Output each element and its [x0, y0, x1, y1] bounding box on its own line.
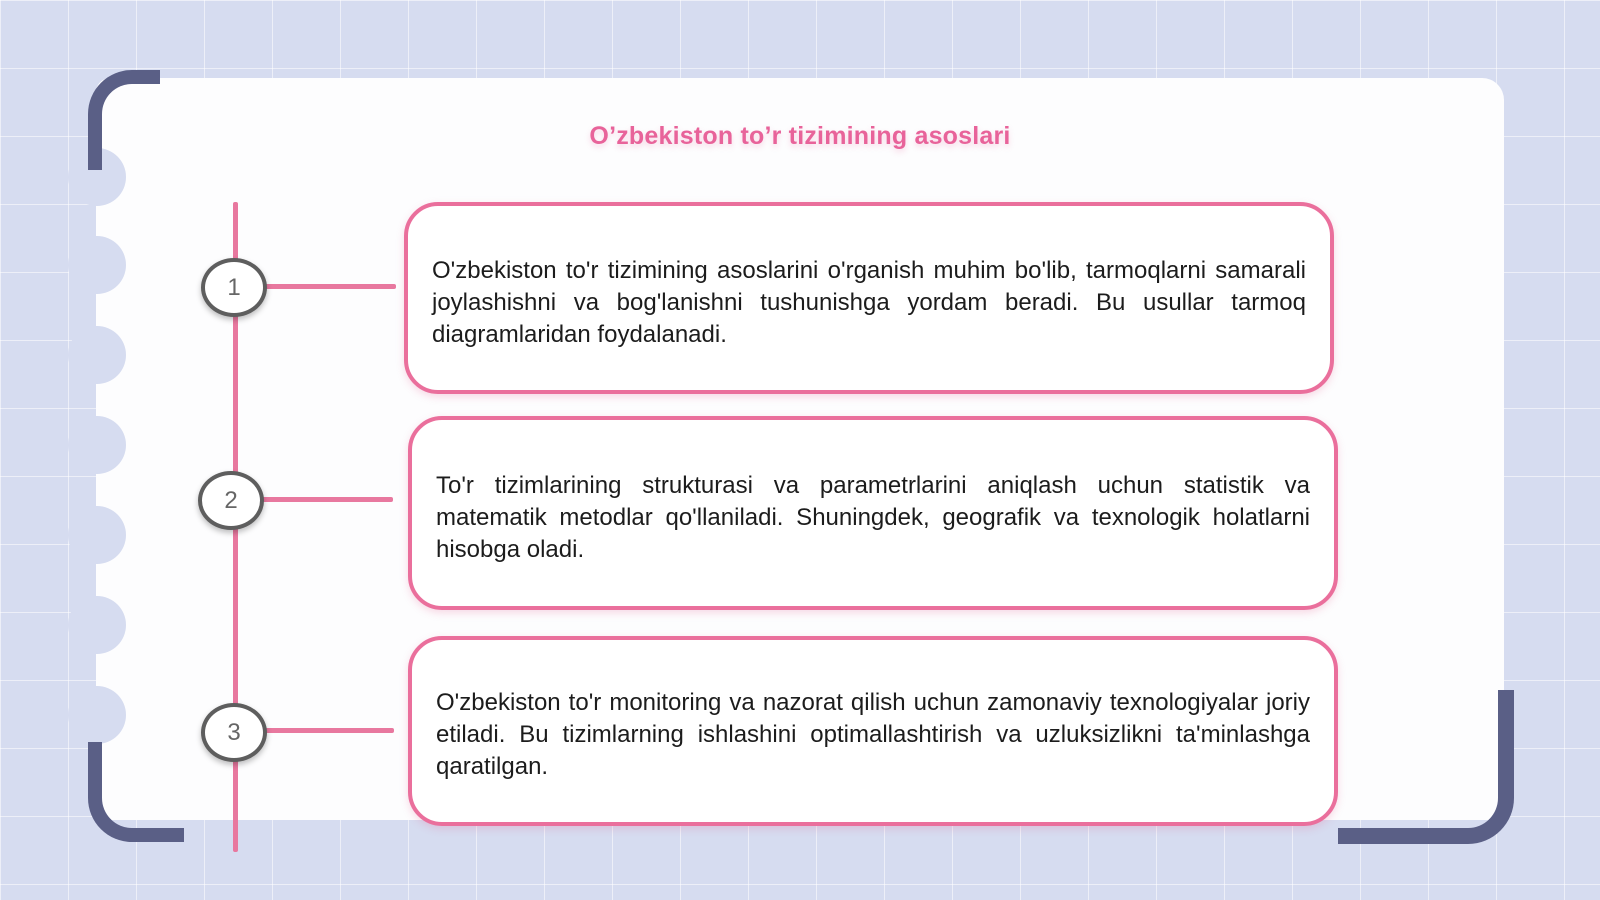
timeline-node-1 [201, 258, 267, 317]
sheet-scallop [68, 596, 126, 654]
frame-corner-bottom-right [1338, 690, 1514, 844]
timeline-node-3 [201, 703, 267, 762]
frame-corner-bottom-left [88, 742, 184, 842]
timeline-connector-3 [264, 728, 394, 733]
step-card-3 [408, 636, 1338, 826]
sheet-scallop [68, 506, 126, 564]
step-text: O'zbekiston to'r tizimining asoslarini o'rganish muhim bo'lib, tarmoqlarni samarali joylashishni va bog'lanishni tushunishga yordam beradi. Bu usullar tarmoq diagramlaridan foydalanadi. [432, 257, 1306, 348]
timeline-connector-1 [264, 284, 396, 289]
sheet-scallop [68, 416, 126, 474]
step-number: 1 [227, 273, 241, 301]
timeline-node-2 [198, 471, 264, 530]
step-card-1 [404, 202, 1334, 394]
step-card-2 [408, 416, 1338, 610]
sheet-scallop [68, 236, 126, 294]
frame-corner-top-left [88, 70, 160, 170]
sheet-scallop [68, 326, 126, 384]
step-text: To'r tizimlarining strukturasi va parametrlarini aniqlash uchun statistik va matematik metodlar qo'llaniladi. Shuningdek, geografik va texnologik holatlarni hisobga oladi. [436, 472, 1310, 563]
timeline-connector-2 [261, 497, 393, 502]
step-text: O'zbekiston to'r monitoring va nazorat qilish uchun zamonaviy texnologiyalar joriy etiladi. Bu tizimlarning ishlashini optimallashtirish va uzluksizlikni ta'minlashga qaratilgan. [436, 689, 1310, 780]
sheet-scallop [68, 686, 126, 744]
slide-title: O’zbekiston to’r tizimining asoslari [589, 122, 1011, 150]
step-number: 3 [227, 718, 241, 746]
step-number: 2 [224, 486, 238, 514]
